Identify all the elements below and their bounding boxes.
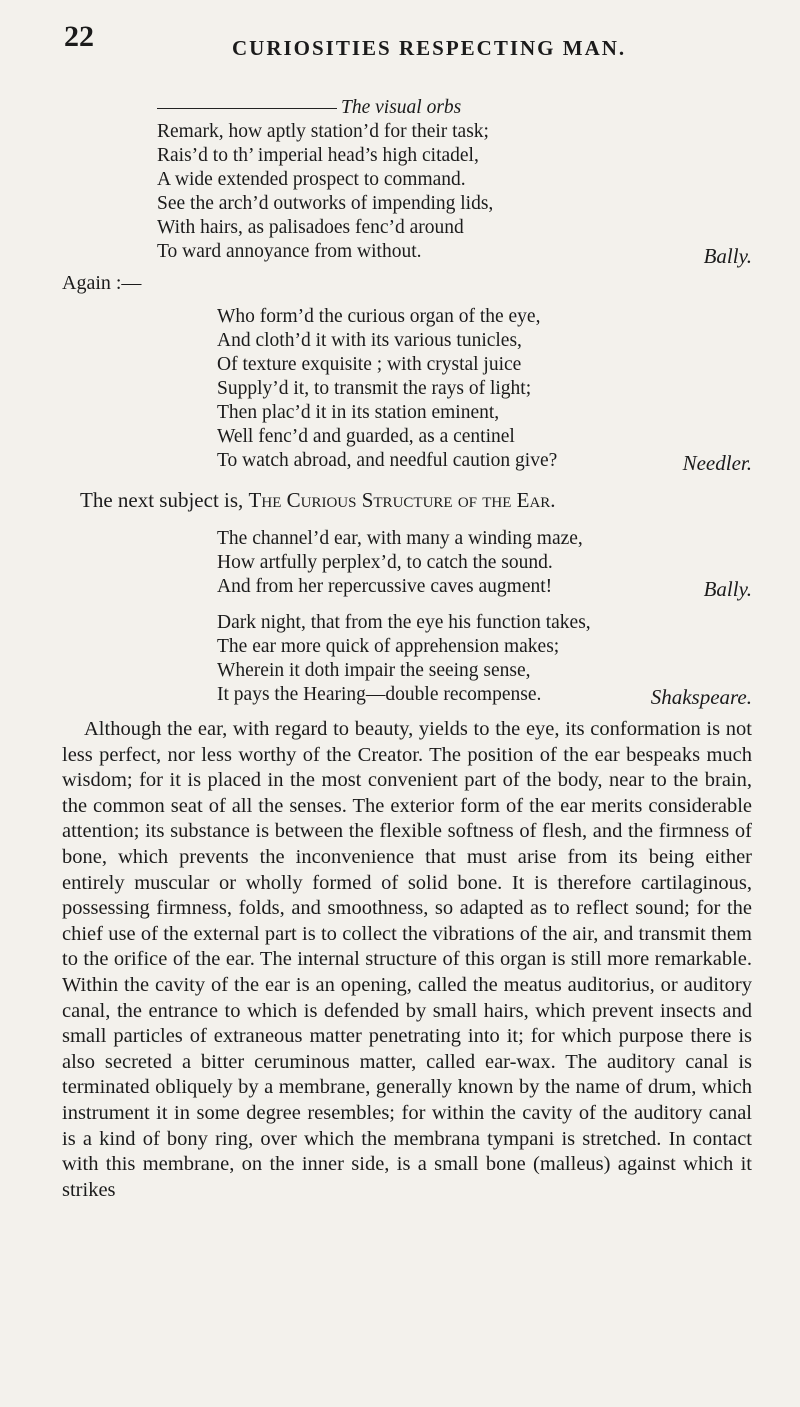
attribution-bally: Bally. <box>703 577 752 601</box>
running-head: CURIOSITIES RESPECTING MAN. <box>232 36 627 60</box>
verse-line: See the arch’d outworks of impending lids, <box>157 193 494 214</box>
verse-line: Rais’d to th’ imperial head’s high citadel, <box>157 145 479 166</box>
verse-line: A wide extended prospect to command. <box>157 169 466 190</box>
body-paragraph: Although the ear, with regard to beauty, yields to the eye, its conformation is not less perfect, nor less worthy of the Creator. The position of the ear bespeaks much wisdom; for it is placed in the most convenient part of the body, near to the brain, the common seat of all the senses. The exterior form of the ear merits considerable attention; its substance is between the flexible softness of flesh, and the firmness of bone, which prevents the inconvenience that must arise from its being either entirely muscular or wholly formed of solid bone. It is therefore cartilaginous, possessing firmness, folds, and smoothness, so adapted as to reflect sound; for the chief use of the external part is to collect the vibrations of the air, and transmit them to the orifice of the ear. The internal structure of this organ is still more remarkable. Within the cavity of the ear is an opening, called the meatus auditorius, or auditory canal, the entrance to which is defended by small hairs, which prevent insects and small particles of extraneous matter penetrating into it; for which purpose there is also secreted a bitter ceruminous matter, called ear-wax. The auditory canal is terminated obliquely by a membrane, generally known by the name of drum, which instrument it in some degree resembles; for within the cavity of the auditory canal is a kind of bony ring, over which the membrana tympani is stretched. In contact with this membrane, on the inner side, is a small bone (malleus) against which it strikes <box>62 718 752 1201</box>
verse-line-text: To ward annoyance from without. <box>157 241 422 262</box>
subject-title: The Curious Structure of the Ear. <box>248 488 556 512</box>
verse-line: To watch abroad, and needful caution give? <box>217 450 558 471</box>
quote-needler <box>62 305 752 473</box>
verse-line: And cloth’d it with its various tunicles, <box>217 330 522 351</box>
attribution-needler: Needler. <box>682 451 752 475</box>
verse-line: Then plac’d it in its station eminent, <box>217 402 500 423</box>
verse-line: Remark, how aptly station’d for their task; <box>157 121 489 142</box>
quote-visual-orbs <box>62 96 752 268</box>
quote-channeld-ear <box>62 527 752 599</box>
verse-line: With hairs, as palisadoes fenc’d around <box>157 217 464 238</box>
verse-line: Who form’d the curious organ of the eye, <box>217 306 541 327</box>
attribution-shakspeare: Shakspeare. <box>650 685 752 709</box>
verse-line <box>157 240 752 264</box>
verse-line: And from her repercussive caves augment! <box>217 576 553 597</box>
verse-line: Dark night, that from the eye his function takes, <box>217 612 591 633</box>
section-subject <box>62 487 752 513</box>
attribution-bally: Bally. <box>703 244 752 268</box>
page-content <box>62 96 752 1224</box>
verse-line: How artfully perplex’d, to catch the sound. <box>217 552 553 573</box>
verse-line: Supply’d it, to transmit the rays of light; <box>217 378 532 399</box>
verse-line: Well fenc’d and guarded, as a centinel <box>217 426 515 447</box>
em-dash-rule <box>157 108 337 109</box>
verse-line: The ear more quick of apprehension makes; <box>217 636 560 657</box>
subject-prefix: The next subject is, <box>80 488 244 512</box>
verse-line: Wherein it doth impair the seeing sense, <box>217 660 531 681</box>
verse-line: Of texture exquisite ; with crystal juice <box>217 354 522 375</box>
verse-lead: The visual orbs <box>341 97 462 118</box>
page-number: 22 <box>64 20 94 53</box>
again-label: Again :— <box>62 272 142 294</box>
verse-line: The channel’d ear, with many a winding maze, <box>217 528 583 549</box>
verse-lead-line <box>62 96 752 120</box>
quote-shakspeare <box>62 611 752 707</box>
verse-line: It pays the Hearing—double recompense. <box>217 684 542 705</box>
